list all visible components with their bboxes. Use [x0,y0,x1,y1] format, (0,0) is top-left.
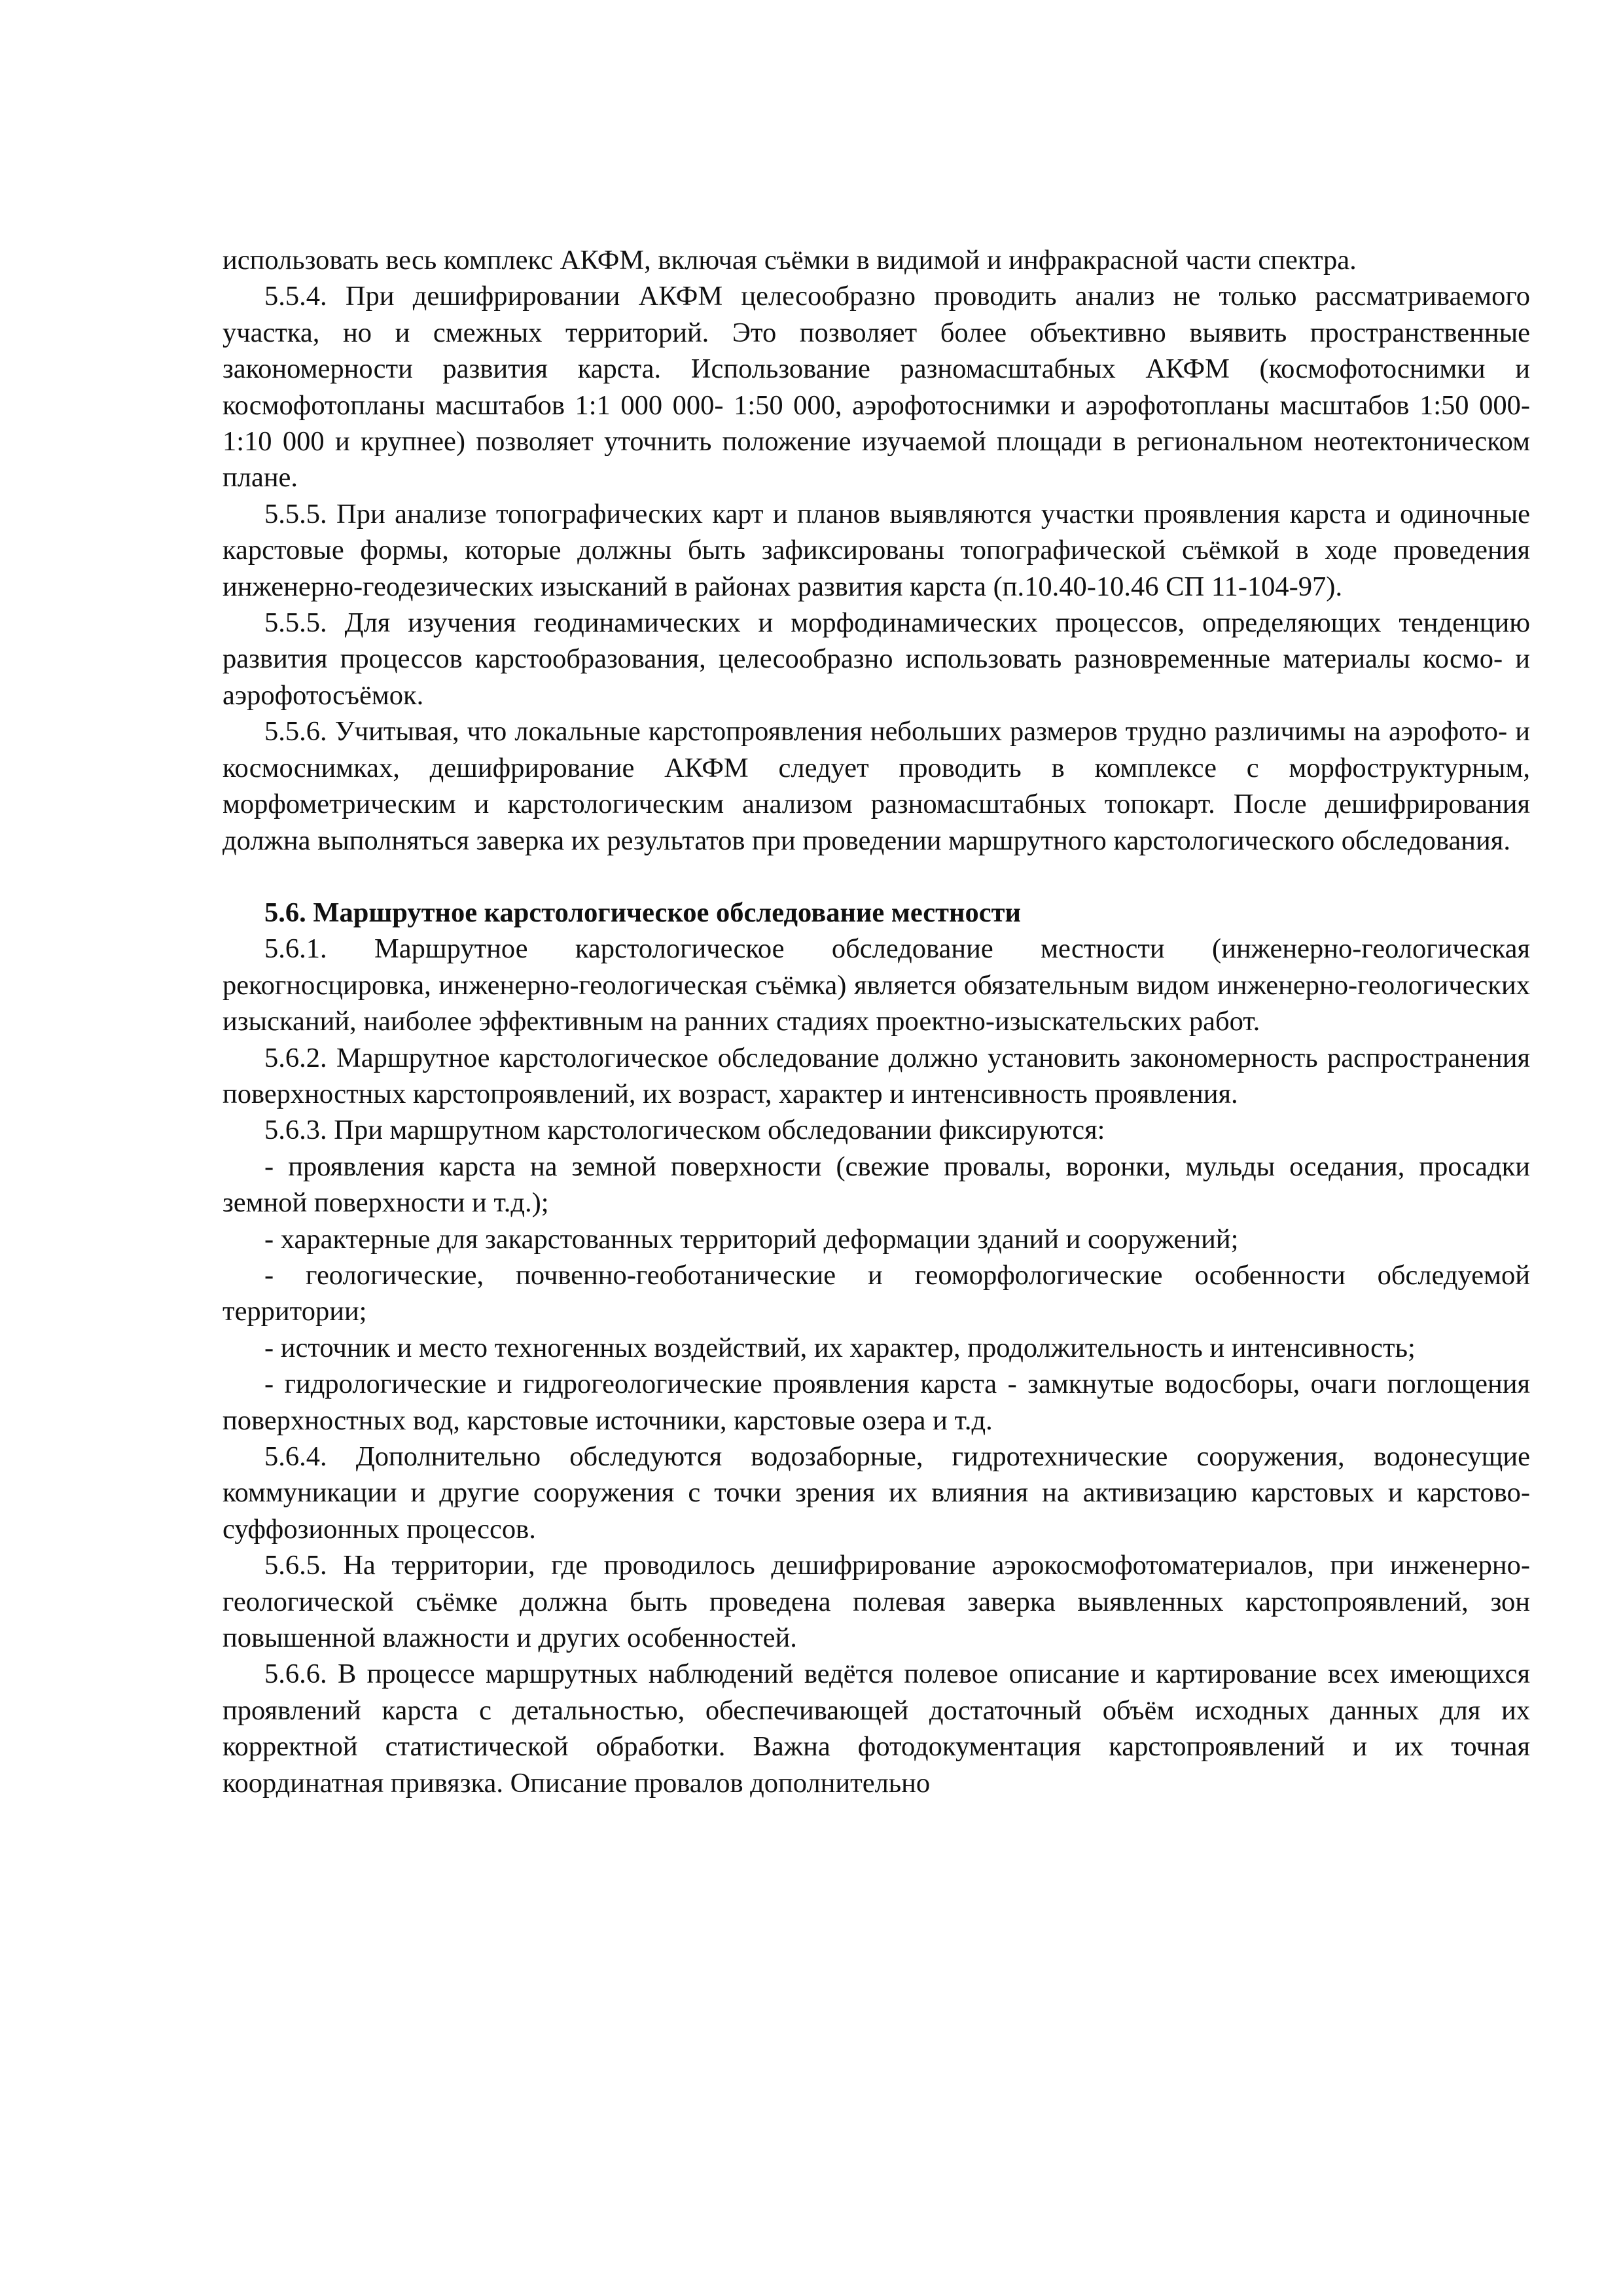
paragraph-5-6-4: 5.6.4. Дополнительно обследуются водозаборные, гидротехнические сооружения, водонесущие коммуникации и другие сооружения с точки зрения их влияния на активизацию карстовых и карстово-суффозионных процессов. [223,1441,1530,1545]
paragraph-5-6-5: 5.6.5. На территории, где проводилось дешифрирование аэрокосмофотоматериалов, при инженерно-геологической съёмке должна быть проведена полевая заверка выявленных карстопроявлений, зон повышенной влажности и других особенностей. [223,1550,1530,1654]
paragraph-5-5-6: 5.5.6. Учитывая, что локальные карстопроявления небольших размеров трудно различимы на аэрофото- и космоснимках, дешифрирование АКФМ следует проводить в комплексе с морфоструктурным, морфометрическим и карстологическим анализом разномасштабных топокарт. После дешифрирования должна выполняться заверка их результатов при проведении маршрутного карстологического обследования. [223,716,1530,856]
paragraph-continuation: использовать весь комплекс АКФМ, включая съёмки в видимой и инфракрасной части спектра. [223,245,1357,276]
paragraph-5-6-3: 5.6.3. При маршрутном карстологическом обследовании фиксируются: [264,1115,1105,1146]
list-item: - источник и место техногенных воздействий, их характер, продолжительность и интенсивность; [264,1332,1416,1363]
paragraph-5-6-1: 5.6.1. Маршрутное карстологическое обследование местности (инженерно-геологическая рекогносцировка, инженерно-геологическая съёмка) является обязательным видом инженерно-геологических изысканий, наиболее эффективным на ранних стадиях проектно-изыскательских работ. [223,933,1530,1037]
list-item: - геологические, почвенно-геоботанические и геоморфологические особенности обследуемой территории; [223,1259,1530,1327]
list-item: - гидрологические и гидрогеологические проявления карста - замкнутые водосборы, очаги поглощения поверхностных вод, карстовые источники, карстовые озера и т.д. [223,1369,1530,1436]
paragraph-5-5-5-a: 5.5.5. При анализе топографических карт и планов выявляются участки проявления карста и одиночные карстовые формы, которые должны быть зафиксированы топографической съёмкой в ходе проведения инженерно-геодезических изысканий в районах развития карста (п.10.40-10.46 СП 11-104-97). [223,498,1530,602]
list-item: - проявления карста на земной поверхности (свежие провалы, воронки, мульды оседания, просадки земной поверхности и т.д.); [223,1151,1530,1219]
paragraph-5-6-6: 5.6.6. В процессе маршрутных наблюдений ведётся полевое описание и картирование всех имеющихся проявлений карста с детальностью, обеспечивающей достаточный объём исходных данных для их корректной статистической обработки. Важна фотодокументация карстопроявлений и их точная координатная привязка. Описание провалов дополнительно [223,1659,1530,1799]
paragraph-5-5-4: 5.5.4. При дешифрировании АКФМ целесообразно проводить анализ не только рассматриваемого участка, но и смежных территорий. Это позволяет более объективно выявить пространственные закономерности развития карста. Использование разномасштабных АКФМ (космофотоснимки и космофотопланы масштабов 1:1 000 000- 1:50 000, аэрофотоснимки и аэрофотопланы масштабов 1:50 000-1:10 000 и крупнее) позволяет уточнить положение изучаемой площади в региональном неотектоническом плане. [223,281,1530,493]
paragraph-5-5-5-b: 5.5.5. Для изучения геодинамических и морфодинамических процессов, определяющих тенденцию развития процессов карстообразования, целесообразно использовать разновременные материалы космо- и аэрофотосъёмок. [223,607,1530,711]
section-heading: 5.6. Маршрутное карстологическое обследование местности [264,897,1021,928]
paragraph-5-6-2: 5.6.2. Маршрутное карстологическое обследование должно установить закономерность распространения поверхностных карстопроявлений, их возраст, характер и интенсивность проявления. [223,1042,1530,1109]
document-page [223,242,1530,1801]
list-item: - характерные для закарстованных территорий деформации зданий и сооружений; [264,1223,1239,1255]
